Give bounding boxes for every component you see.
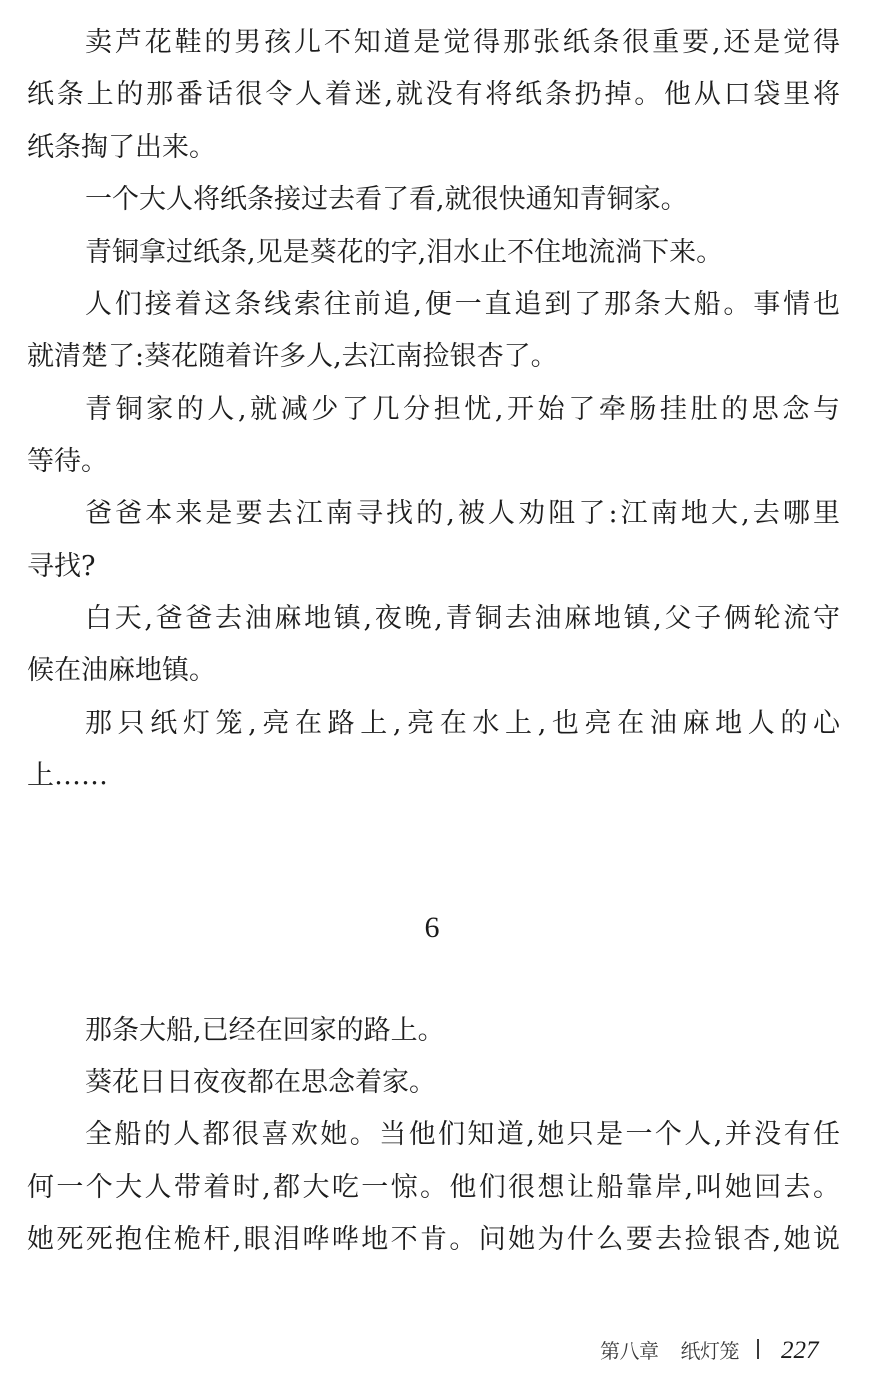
paragraph-line: 寻找? [27,551,96,582]
paragraph-line: 等待。 [27,446,108,477]
section-number: 6 [424,911,440,944]
paragraph-line: 葵花日日夜夜都在思念着家。 [85,1067,436,1098]
paragraph-line: 上…… [27,760,108,791]
page-number: 227 [781,1337,819,1364]
paragraph-line: 人们接着这条线索往前追,便一直追到了那条大船。事情也 [85,289,840,320]
paragraph-line: 白天,爸爸去油麻地镇,夜晚,青铜去油麻地镇,父子俩轮流守 [85,603,840,634]
paragraph-line: 何一个大人带着时,都大吃一惊。他们很想让船靠岸,叫她回去。 [27,1172,840,1203]
paragraph-line: 青铜家的人,就减少了几分担忧,开始了牵肠挂肚的思念与 [85,394,840,425]
paragraph-line: 爸爸本来是要去江南寻找的,被人劝阻了:江南地大,去哪里 [85,498,840,529]
paragraph-line: 那条大船,已经在回家的路上。 [85,1015,445,1046]
footer-divider [757,1339,759,1359]
paragraph-line: 就清楚了:葵花随着许多人,去江南捡银杏了。 [27,341,558,372]
chapter-title: 纸灯笼 [680,1339,739,1363]
paragraph-line: 那只纸灯笼,亮在路上,亮在水上,也亮在油麻地人的心 [85,708,840,739]
paragraph-line: 候在油麻地镇。 [27,655,216,686]
paragraph-line: 青铜拿过纸条,见是葵花的字,泪水止不住地流淌下来。 [85,237,724,268]
page-footer [600,1334,819,1368]
paragraph-line: 她死死抱住桅杆,眼泪哗哗地不肯。问她为什么要去捡银杏,她说 [27,1224,840,1255]
paragraph-line: 纸条上的那番话很令人着迷,就没有将纸条扔掉。他从口袋里将 [27,79,840,110]
paragraph-line: 一个大人将纸条接过去看了看,就很快通知青铜家。 [85,184,688,215]
paragraph-line: 卖芦花鞋的男孩儿不知道是觉得那张纸条很重要,还是觉得 [85,27,840,58]
paragraph-line: 纸条掏了出来。 [27,132,216,163]
chapter-label: 第八章 [600,1339,659,1363]
paragraph-line: 全船的人都很喜欢她。当他们知道,她只是一个人,并没有任 [85,1119,840,1150]
